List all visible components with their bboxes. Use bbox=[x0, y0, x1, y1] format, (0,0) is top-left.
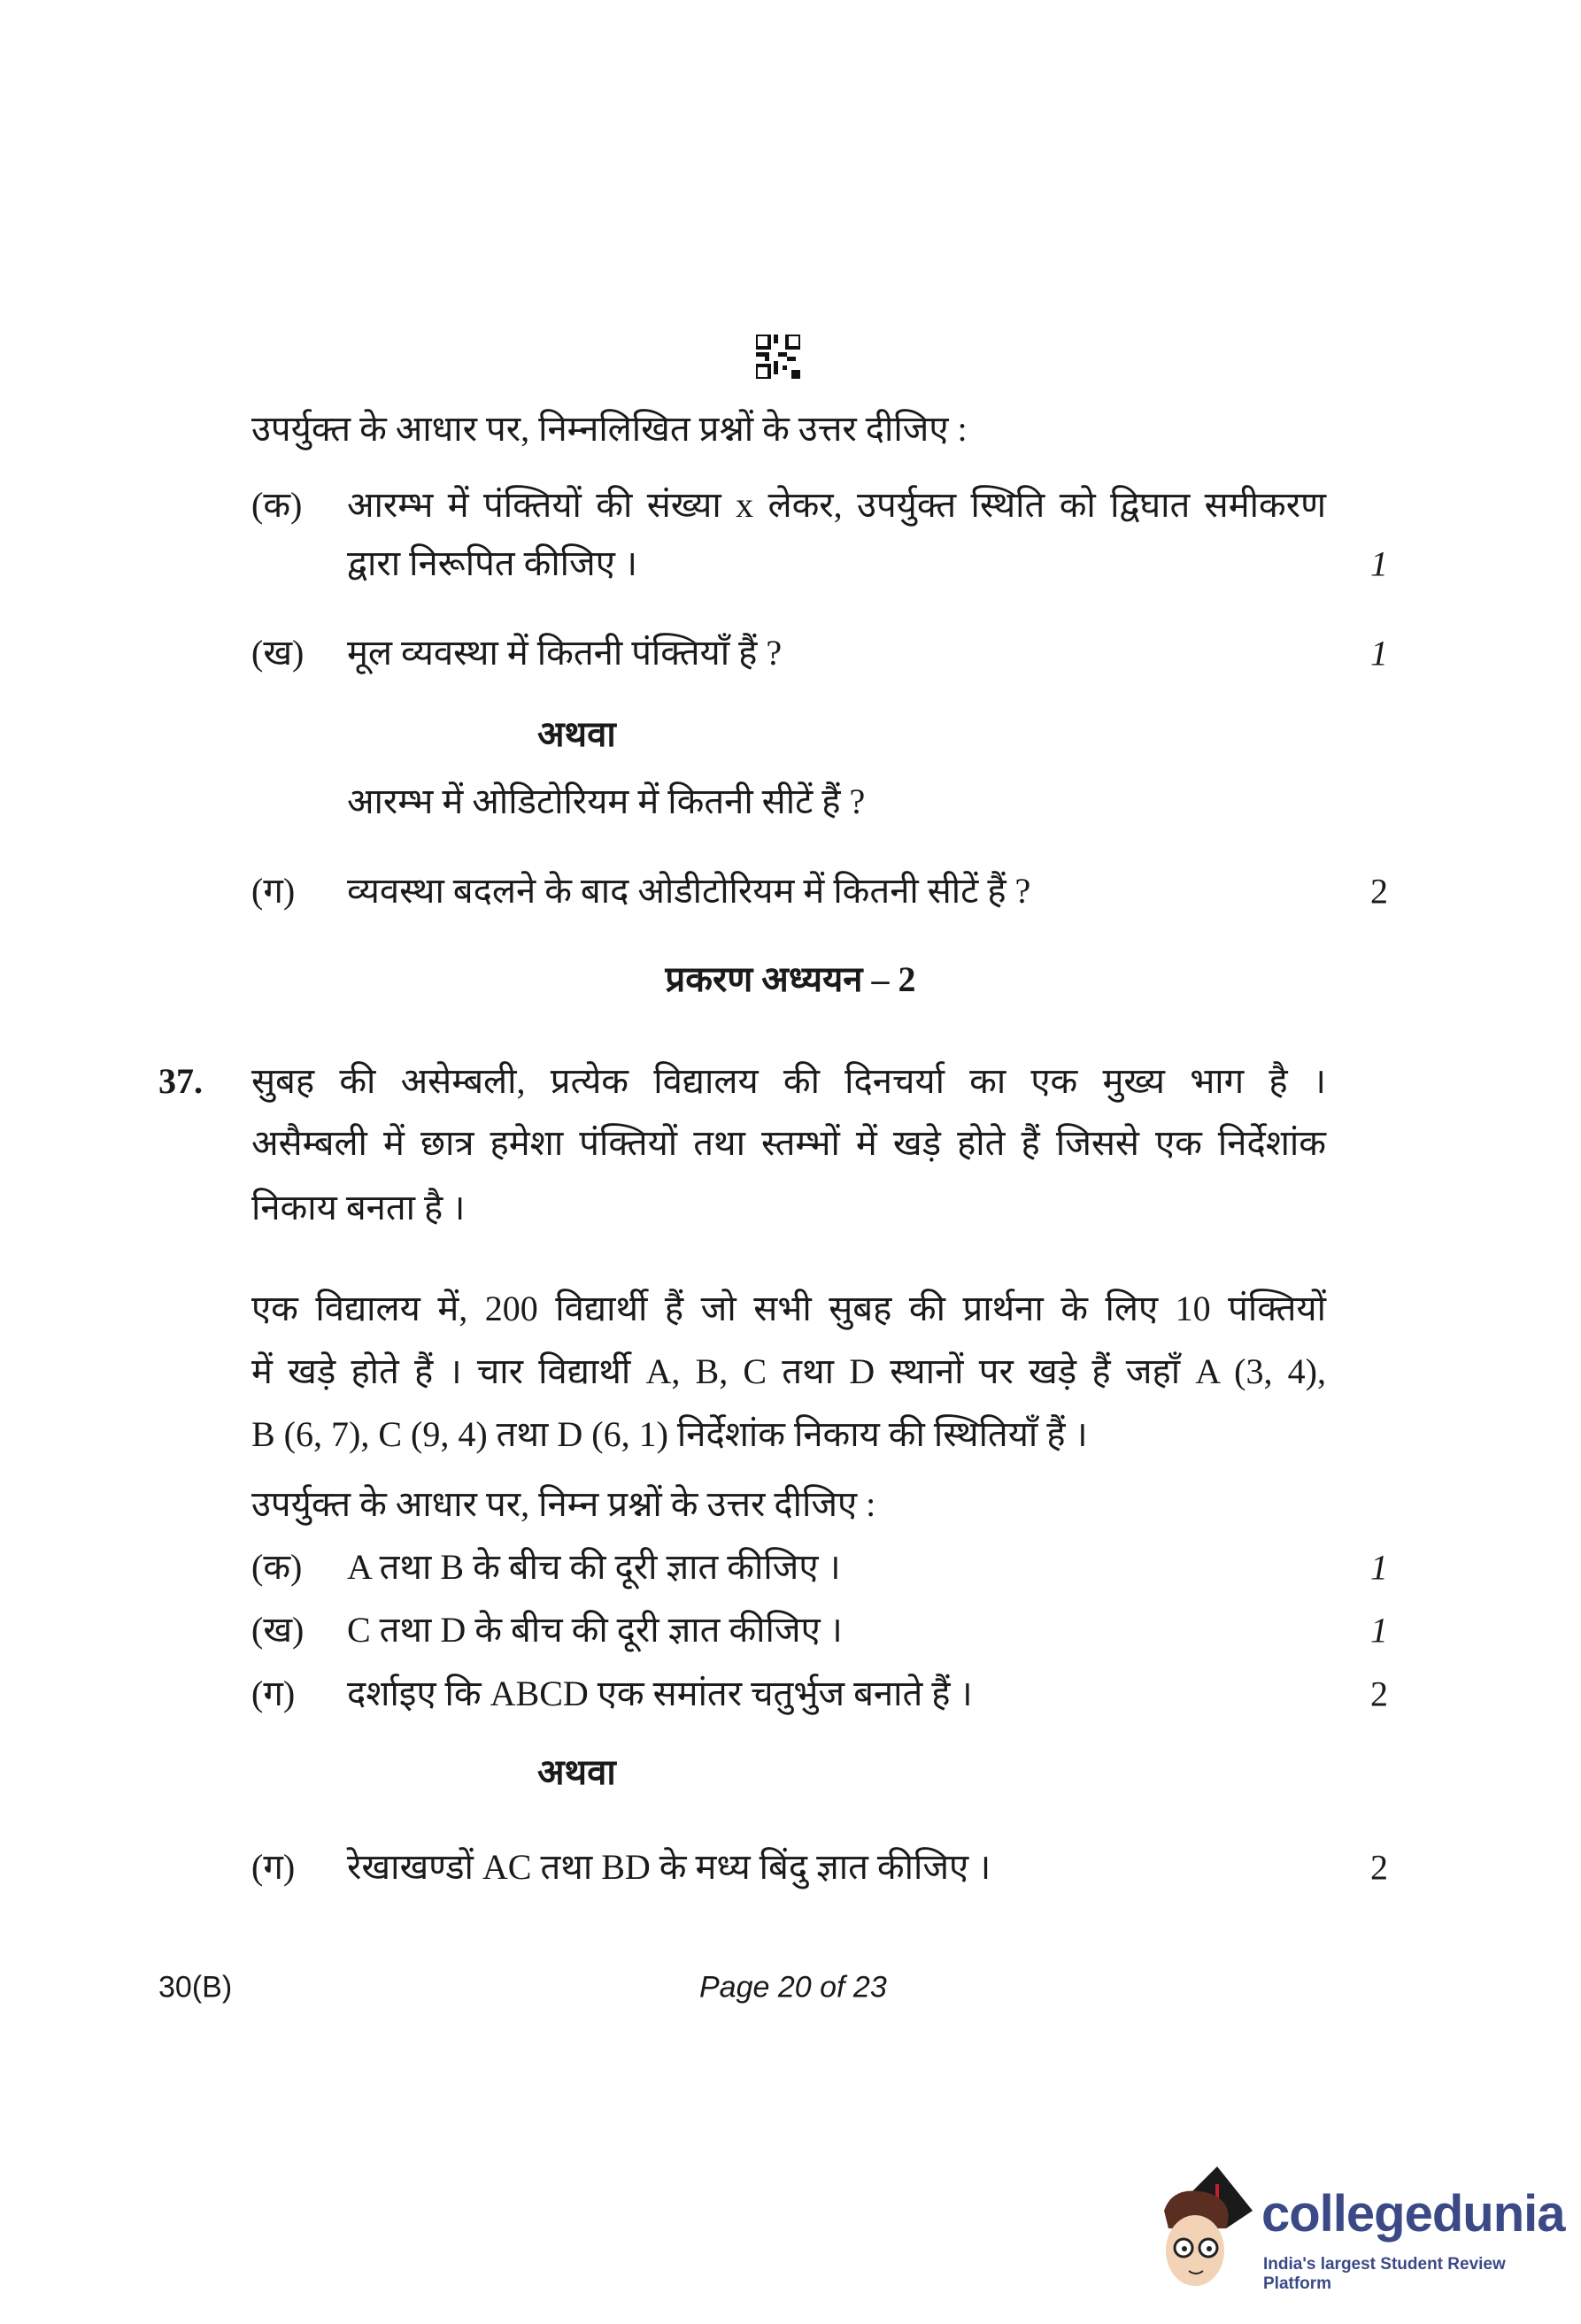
paragraph-line: निकाय बनता है । bbox=[251, 1188, 466, 1227]
marks: 2 bbox=[1370, 1674, 1388, 1714]
paragraph-line: में खड़े होते हैं । चार विद्यार्थी A, B, C तथा D स्थानों पर खड़े हैं जहाँ A (3, 4), bbox=[251, 1351, 1326, 1391]
marks: 2 bbox=[1370, 871, 1388, 912]
or-separator: अथवा bbox=[537, 714, 616, 754]
question-label: (क) bbox=[251, 485, 303, 525]
brand-tagline: India's largest Student Review Platform bbox=[1263, 2255, 1506, 2293]
collegedunia-logo bbox=[1155, 2166, 1565, 2293]
question-label: (क) bbox=[251, 1547, 303, 1587]
paragraph-line: सुबह की असेम्बली, प्रत्येक विद्यालय की दिनचर्या का एक मुख्य भाग है । bbox=[251, 1061, 1326, 1101]
or-separator: अथवा bbox=[537, 1752, 616, 1792]
question-label: (ग) bbox=[251, 1847, 296, 1887]
question-text: आरम्भ में पंक्तियों की संख्या x लेकर, उपर्युक्त स्थिति को द्विघात समीकरण bbox=[347, 485, 1326, 525]
question-text: रेखाखण्डों AC तथा BD के मध्य बिंदु ज्ञात कीजिए । bbox=[347, 1847, 991, 1887]
marks: 1 bbox=[1370, 633, 1388, 673]
question-text: C तथा D के बीच की दूरी ज्ञात कीजिए । bbox=[347, 1610, 843, 1650]
paragraph-line: एक विद्यालय में, 200 विद्यार्थी हैं जो सभी सुबह की प्रार्थना के लिए 10 पंक्तियों bbox=[251, 1289, 1326, 1328]
question-text: मूल व्यवस्था में कितनी पंक्तियाँ हैं ? bbox=[347, 633, 783, 673]
question-number: 37. bbox=[158, 1061, 203, 1101]
mascot-icon bbox=[1155, 2166, 1261, 2290]
question-label: (ग) bbox=[251, 1674, 296, 1713]
instruction-text: उपर्युक्त के आधार पर, निम्न प्रश्नों के उत्तर दीजिए : bbox=[251, 1484, 876, 1524]
marks: 2 bbox=[1370, 1847, 1388, 1888]
instruction-text: उपर्युक्त के आधार पर, निम्नलिखित प्रश्नों के उत्तर दीजिए : bbox=[251, 409, 968, 449]
question-text: A तथा B के बीच की दूरी ज्ञात कीजिए । bbox=[347, 1547, 841, 1587]
question-text: दर्शाइए कि ABCD एक समांतर चतुर्भुज बनाते हैं । bbox=[347, 1674, 973, 1713]
question-text: व्यवस्था बदलने के बाद ओडीटोरियम में कितनी सीटें हैं ? bbox=[347, 871, 1031, 911]
marks: 1 bbox=[1370, 1547, 1388, 1588]
brand-name: collegedunia bbox=[1261, 2185, 1565, 2243]
question-label: (ग) bbox=[251, 871, 296, 911]
section-heading: प्रकरण अध्ययन – 2 bbox=[665, 959, 916, 999]
qr-code-icon bbox=[756, 335, 800, 379]
page-number: Page 20 of 23 bbox=[699, 1970, 887, 2005]
question-label: (ख) bbox=[251, 633, 305, 673]
question-text: द्वारा निरूपित कीजिए । bbox=[347, 543, 637, 583]
paragraph-line: B (6, 7), C (9, 4) तथा D (6, 1) निर्देशांक निकाय की स्थितियाँ हैं । bbox=[251, 1414, 1088, 1454]
question-text: आरम्भ में ओडिटोरियम में कितनी सीटें हैं ? bbox=[347, 781, 866, 821]
marks: 1 bbox=[1370, 543, 1388, 584]
paragraph-line: असैम्बली में छात्र हमेशा पंक्तियों तथा स्तम्भों में खड़े होते हैं जिससे एक निर्देशांक bbox=[251, 1123, 1326, 1163]
marks: 1 bbox=[1370, 1610, 1388, 1651]
question-label: (ख) bbox=[251, 1610, 305, 1650]
paper-code: 30(B) bbox=[158, 1970, 233, 2005]
